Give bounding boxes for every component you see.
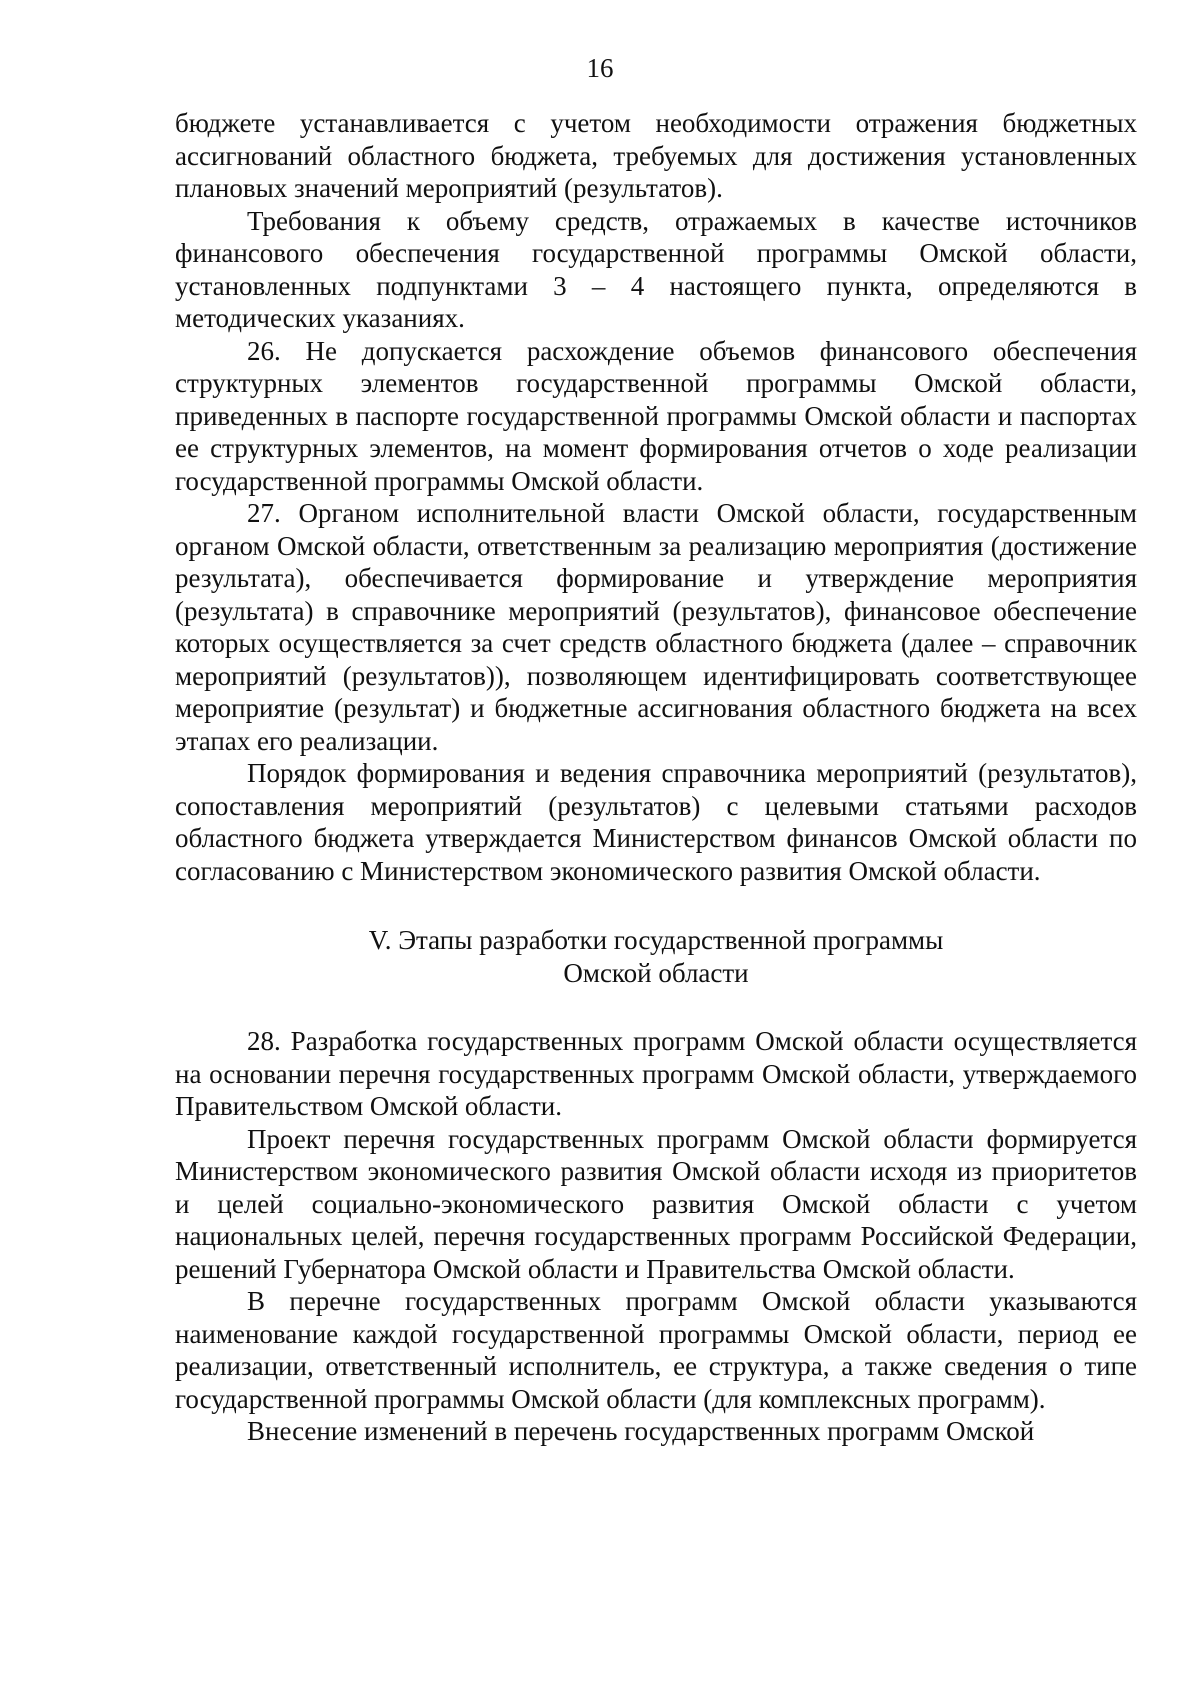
section-title-line-2: Омской области bbox=[563, 957, 749, 988]
paragraph-draft-list: Проект перечня государственных программ Омской области формируется Министерством экономического развития Омской области исходя из приоритетов и целей социально-экономического развития Омской области с учетом национальных целей, перечня государственных программ Российской Федерации, решений Губернатора Омской области и Правительства Омской области. bbox=[175, 1123, 1137, 1284]
document-body bbox=[175, 107, 1137, 1448]
paragraph-27: 27. Органом исполнительной власти Омской области, государственным органом Омской области, ответственным за реализацию мероприятия (достижение результата), обеспечивается формирование и утверждение мероприятия (результата) в справочнике мероприятий (результатов), финансовое обеспечение которых осуществляется за счет средств областного бюджета (далее – справочник мероприятий (результатов)), позволяющем идентифицировать соответствующее мероприятие (результат) и бюджетные ассигнования областного бюджета на всех этапах его реализации. bbox=[175, 498, 1137, 756]
paragraph-continuation: бюджете устанавливается с учетом необходимости отражения бюджетных ассигнований областного бюджета, требуемых для достижения установленных плановых значений мероприятий (результатов). bbox=[175, 108, 1137, 203]
paragraph-requirements: Требования к объему средств, отражаемых в качестве источников финансового обеспечения государственной программы Омской области, установленных подпунктами 3 – 4 настоящего пункта, определяются в методических указаниях. bbox=[175, 205, 1137, 333]
paragraph-list-contents: В перечне государственных программ Омской области указываются наименование каждой государственной программы Омской области, период ее реализации, ответственный исполнитель, ее структура, а также сведения о типе государственной программы Омской области (для комплексных программ). bbox=[175, 1286, 1137, 1414]
paragraph-26: 26. Не допускается расхождение объемов финансового обеспечения структурных элементов государственной программы Омской области, приведенных в паспорте государственной программы Омской области и паспортах ее структурных элементов, на момент формирования отчетов о ходе реализации государственной программы Омской области. bbox=[175, 335, 1137, 496]
section-title-line-1: V. Этапы разработки государственной программы bbox=[368, 925, 944, 955]
section-heading bbox=[175, 924, 1137, 989]
paragraph-list-changes: Внесение изменений в перечень государственных программ Омской bbox=[247, 1416, 1035, 1446]
paragraph-28: 28. Разработка государственных программ Омской области осуществляется на основании перечня государственных программ Омской области, утверждаемого Правительством Омской области. bbox=[175, 1026, 1137, 1121]
page-number: 16 bbox=[586, 53, 614, 83]
paragraph-procedure: Порядок формирования и ведения справочника мероприятий (результатов), сопоставления мероприятий (результатов) с целевыми статьями расходов областного бюджета утверждается Министерством финансов Омской области по согласованию с Министерством экономического развития Омской области. bbox=[175, 758, 1137, 886]
